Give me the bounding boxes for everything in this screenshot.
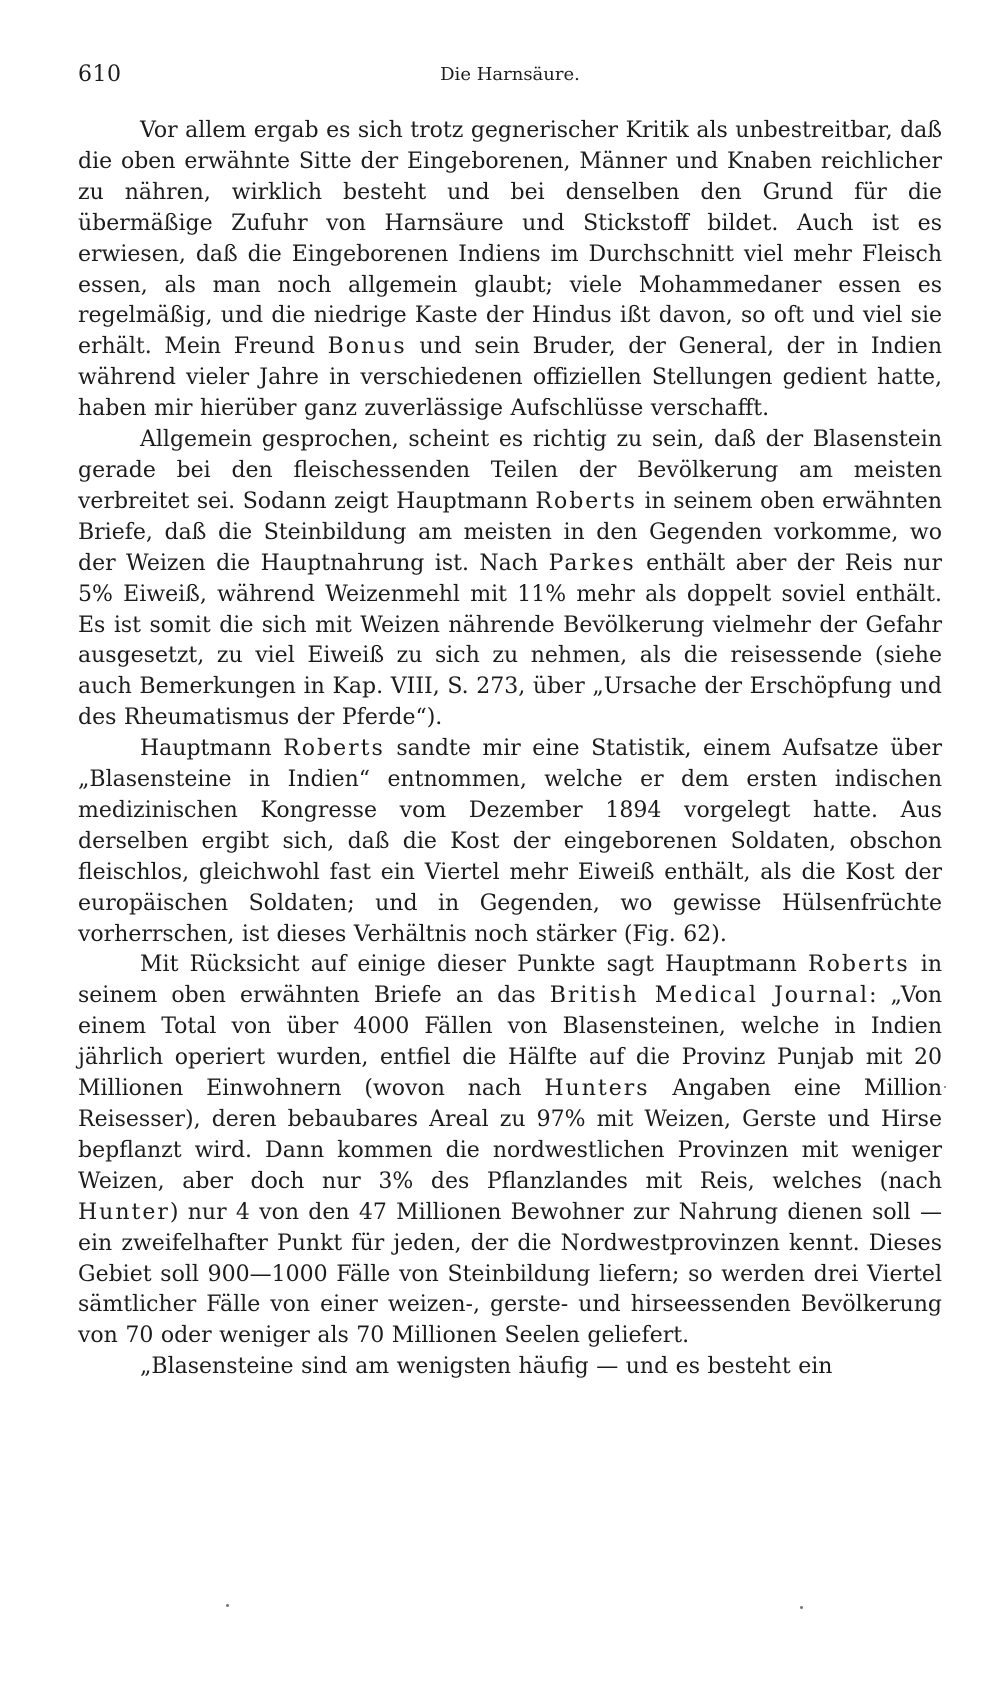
paragraph-4: Mit Rücksicht auf einige dieser Punkte sagt Hauptmann Roberts in seinem oben erwähnten Briefe an das British Medical Journal: „Von einem Total von über 4000 Fällen von Blasensteinen, welche in Indien jährlich operiert wurden, entfiel die Hälfte auf die Provinz Punjab mit 20 Millionen Einwohnern (wovon nach Hunters Angaben eine Million Reisesser), deren bebaubares Areal zu 97% mit Weizen, Gerste und Hirse bepflanzt wird. Dann kommen die nordwestlichen Provinzen mit weniger Weizen, aber doch nur 3% des Pflanzlandes mit Reis, welches (nach Hunter) nur 4 von den 47 Millionen Bewohner zur Nahrung dienen soll — ein zweifelhafter Punkt für jeden, der die Nordwestprovinzen kennt. Dieses Gebiet soll 900—1000 Fälle von Steinbildung liefern; so werden drei Viertel sämtlicher Fälle von einer weizen-, gerste- und hirseessenden Bevölkerung von 70 oder weniger als 70 Millionen Seelen geliefert. <box>78 952 942 1349</box>
paragraph-3: Hauptmann Roberts sandte mir eine Statistik, einem Aufsatze über „Blasensteine in Indien“ entnommen, welche er dem ersten indischen medizinischen Kongresse vom Dezember 1894 vorgelegt hatte. Aus derselben ergibt sich, daß die Kost der eingeborenen Soldaten, obschon fleischlos, gleichwohl fast ein Viertel mehr Eiweiß enthält, als die Kost der europäischen Soldaten; und in Gegenden, wo gewisse Hülsenfrüchte vorherrschen, ist dieses Verhältnis noch stärker (Fig. 62). <box>78 736 942 947</box>
scan-speck <box>226 1604 229 1607</box>
scan-speck <box>944 1086 946 1088</box>
name-roberts: Roberts <box>283 736 385 762</box>
body-text <box>78 116 942 1383</box>
page-header <box>78 62 942 92</box>
paragraph-1: Vor allem ergab es sich trotz gegnerischer Kritik als unbestreitbar, daß die oben erwähnte Sitte der Eingeborenen, Männer und Knaben reichlicher zu nähren, wirklich besteht und bei denselben den Grund für die übermäßige Zufuhr von Harnsäure und Stickstoff bildet. Auch ist es erwiesen, daß die Eingeborenen Indiens im Durchschnitt viel mehr Fleisch essen, als man noch allgemein glaubt; viele Mohammedaner essen es regelmäßig, und die niedrige Kaste der Hindus ißt davon, so oft und viel sie erhält. Mein Freund Bonus und sein Bruder, der General, der in Indien während vieler Jahre in verschiedenen offiziellen Stellungen gedient hatte, haben mir hierüber ganz zuverlässige Aufschlüsse verschafft. <box>78 118 942 422</box>
name-bonus: Bonus <box>327 334 407 360</box>
name-hunter: Hunter <box>78 1199 170 1225</box>
name-roberts: Roberts <box>535 488 637 514</box>
paragraph-2: Allgemein gesprochen, scheint es richtig zu sein, daß der Blasenstein gerade bei den fleischessenden Teilen der Bevölkerung am meisten verbreitet sei. Sodann zeigt Hauptmann Roberts in seinem oben erwähnten Briefe, daß die Steinbildung am meisten in den Gegenden vorkomme, wo der Weizen die Hauptnahrung ist. Nach Parkes enthält aber der Reis nur 5% Eiweiß, während Weizenmehl mit 11% mehr als doppelt soviel enthält. Es ist somit die sich mit Weizen nährende Bevölkerung vielmehr der Gefahr ausgesetzt, zu viel Eiweiß zu sich zu nehmen, als die reisessende (siehe auch Bemerkungen in Kap. VIII, S. 273, über „Ursache der Erschöpfung und des Rheumatismus der Pferde“). <box>78 427 942 731</box>
name-roberts: Roberts <box>808 952 910 978</box>
journal-title: British Medical Journal <box>549 983 870 1009</box>
name-hunters: Hunters <box>544 1076 650 1102</box>
scan-speck <box>800 1606 803 1609</box>
name-parkes: Parkes <box>548 550 636 576</box>
page-number: 610 <box>78 62 122 87</box>
paragraph-5: „Blasensteine sind am wenigsten häufig — und es besteht ein <box>140 1354 833 1380</box>
running-title: Die Harnsäure. <box>440 64 580 85</box>
